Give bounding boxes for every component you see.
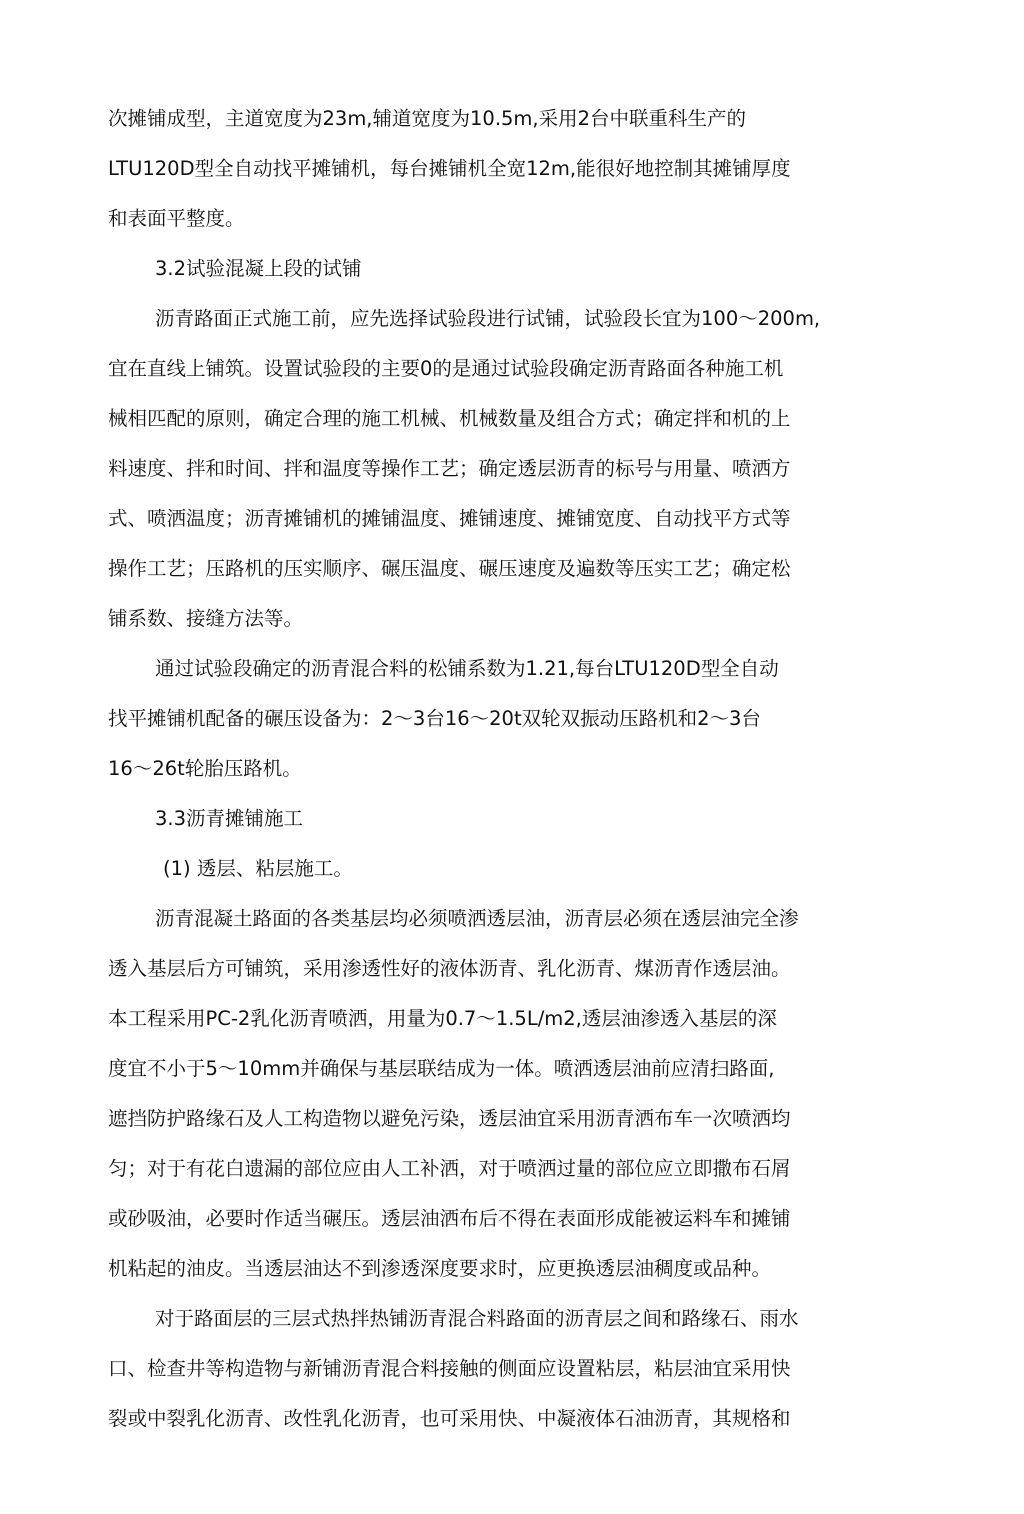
text-line: 次摊铺成型，主道宽度为23m,辅道宽度为10.5m,采用2台中联重科生产的 [108, 107, 747, 130]
text-line: 宜在直线上铺筑。设置试验段的主要0的是通过试验段确定沥青路面各种施工机 [108, 357, 784, 380]
paragraph-start: 通过试验段确定的沥青混合料的松铺系数为1.21,每台LTU120D型全自动 [155, 657, 779, 680]
text-line: 找平摊铺机配备的碾压设备为：2～3台16～20t双轮双振动压路机和2～3台 [108, 707, 761, 730]
section-heading: 3.3沥青摊铺施工 [155, 807, 304, 830]
text-line: 或砂吸油，必要时作适当碾压。透层油洒布后不得在表面形成能被运料车和摊铺 [108, 1207, 791, 1230]
text-line: LTU120D型全自动找平摊铺机，每台摊铺机全宽12m,能很好地控制其摊铺厚度 [108, 157, 791, 180]
subsection-heading: (1) 透层、粘层施工。 [163, 857, 353, 880]
text-line: 16～26t轮胎压路机。 [108, 757, 302, 780]
text-line: 遮挡防护路缘石及人工构造物以避免污染，透层油宜采用沥青洒布车一次喷洒均 [108, 1107, 791, 1130]
paragraph-start: 沥青路面正式施工前，应先选择试验段进行试铺，试验段长宜为100～200m, [155, 307, 821, 330]
text-line: 匀；对于有花白遗漏的部位应由人工补洒，对于喷洒过量的部位应立即撒布石屑 [108, 1157, 791, 1180]
text-line: 口、检查井等构造物与新铺沥青混合料接触的侧面应设置粘层，粘层油宜采用快 [108, 1357, 791, 1380]
paragraph-start: 对于路面层的三层式热拌热铺沥青混合料路面的沥青层之间和路缘石、雨水 [155, 1307, 799, 1330]
text-line: 式、喷洒温度；沥青摊铺机的摊铺温度、摊铺速度、摊铺宽度、自动找平方式等 [108, 507, 791, 530]
text-line: 铺系数、接缝方法等。 [108, 607, 304, 630]
text-line: 料速度、拌和时间、拌和温度等操作工艺；确定透层沥青的标号与用量、喷洒方 [108, 457, 791, 480]
text-line: 机粘起的油皮。当透层油达不到渗透深度要求时，应更换透层油稠度或品种。 [108, 1257, 772, 1280]
text-line: 透入基层后方可铺筑，采用渗透性好的液体沥青、乳化沥青、煤沥青作透层油。 [108, 957, 791, 980]
text-line: 械相匹配的原则，确定合理的施工机械、机械数量及组合方式；确定拌和机的上 [108, 407, 791, 430]
text-line: 操作工艺；压路机的压实顺序、碾压温度、碾压速度及遍数等压实工艺；确定松 [108, 557, 791, 580]
paragraph-start: 沥青混凝土路面的各类基层均必须喷洒透层油，沥青层必须在透层油完全渗 [155, 907, 799, 930]
section-heading: 3.2试验混凝上段的试铺 [155, 257, 362, 280]
text-line: 本工程采用PC-2乳化沥青喷洒，用量为0.7～1.5L/m2,透层油渗透入基层的深 [108, 1007, 777, 1030]
text-line: 裂或中裂乳化沥青、改性乳化沥青，也可采用快、中凝液体石油沥青，其规格和 [108, 1407, 791, 1430]
text-line: 度宜不小于5～10mm并确保与基层联结成为一体。喷洒透层油前应清扫路面, [108, 1057, 775, 1080]
text-line: 和表面平整度。 [108, 207, 245, 230]
